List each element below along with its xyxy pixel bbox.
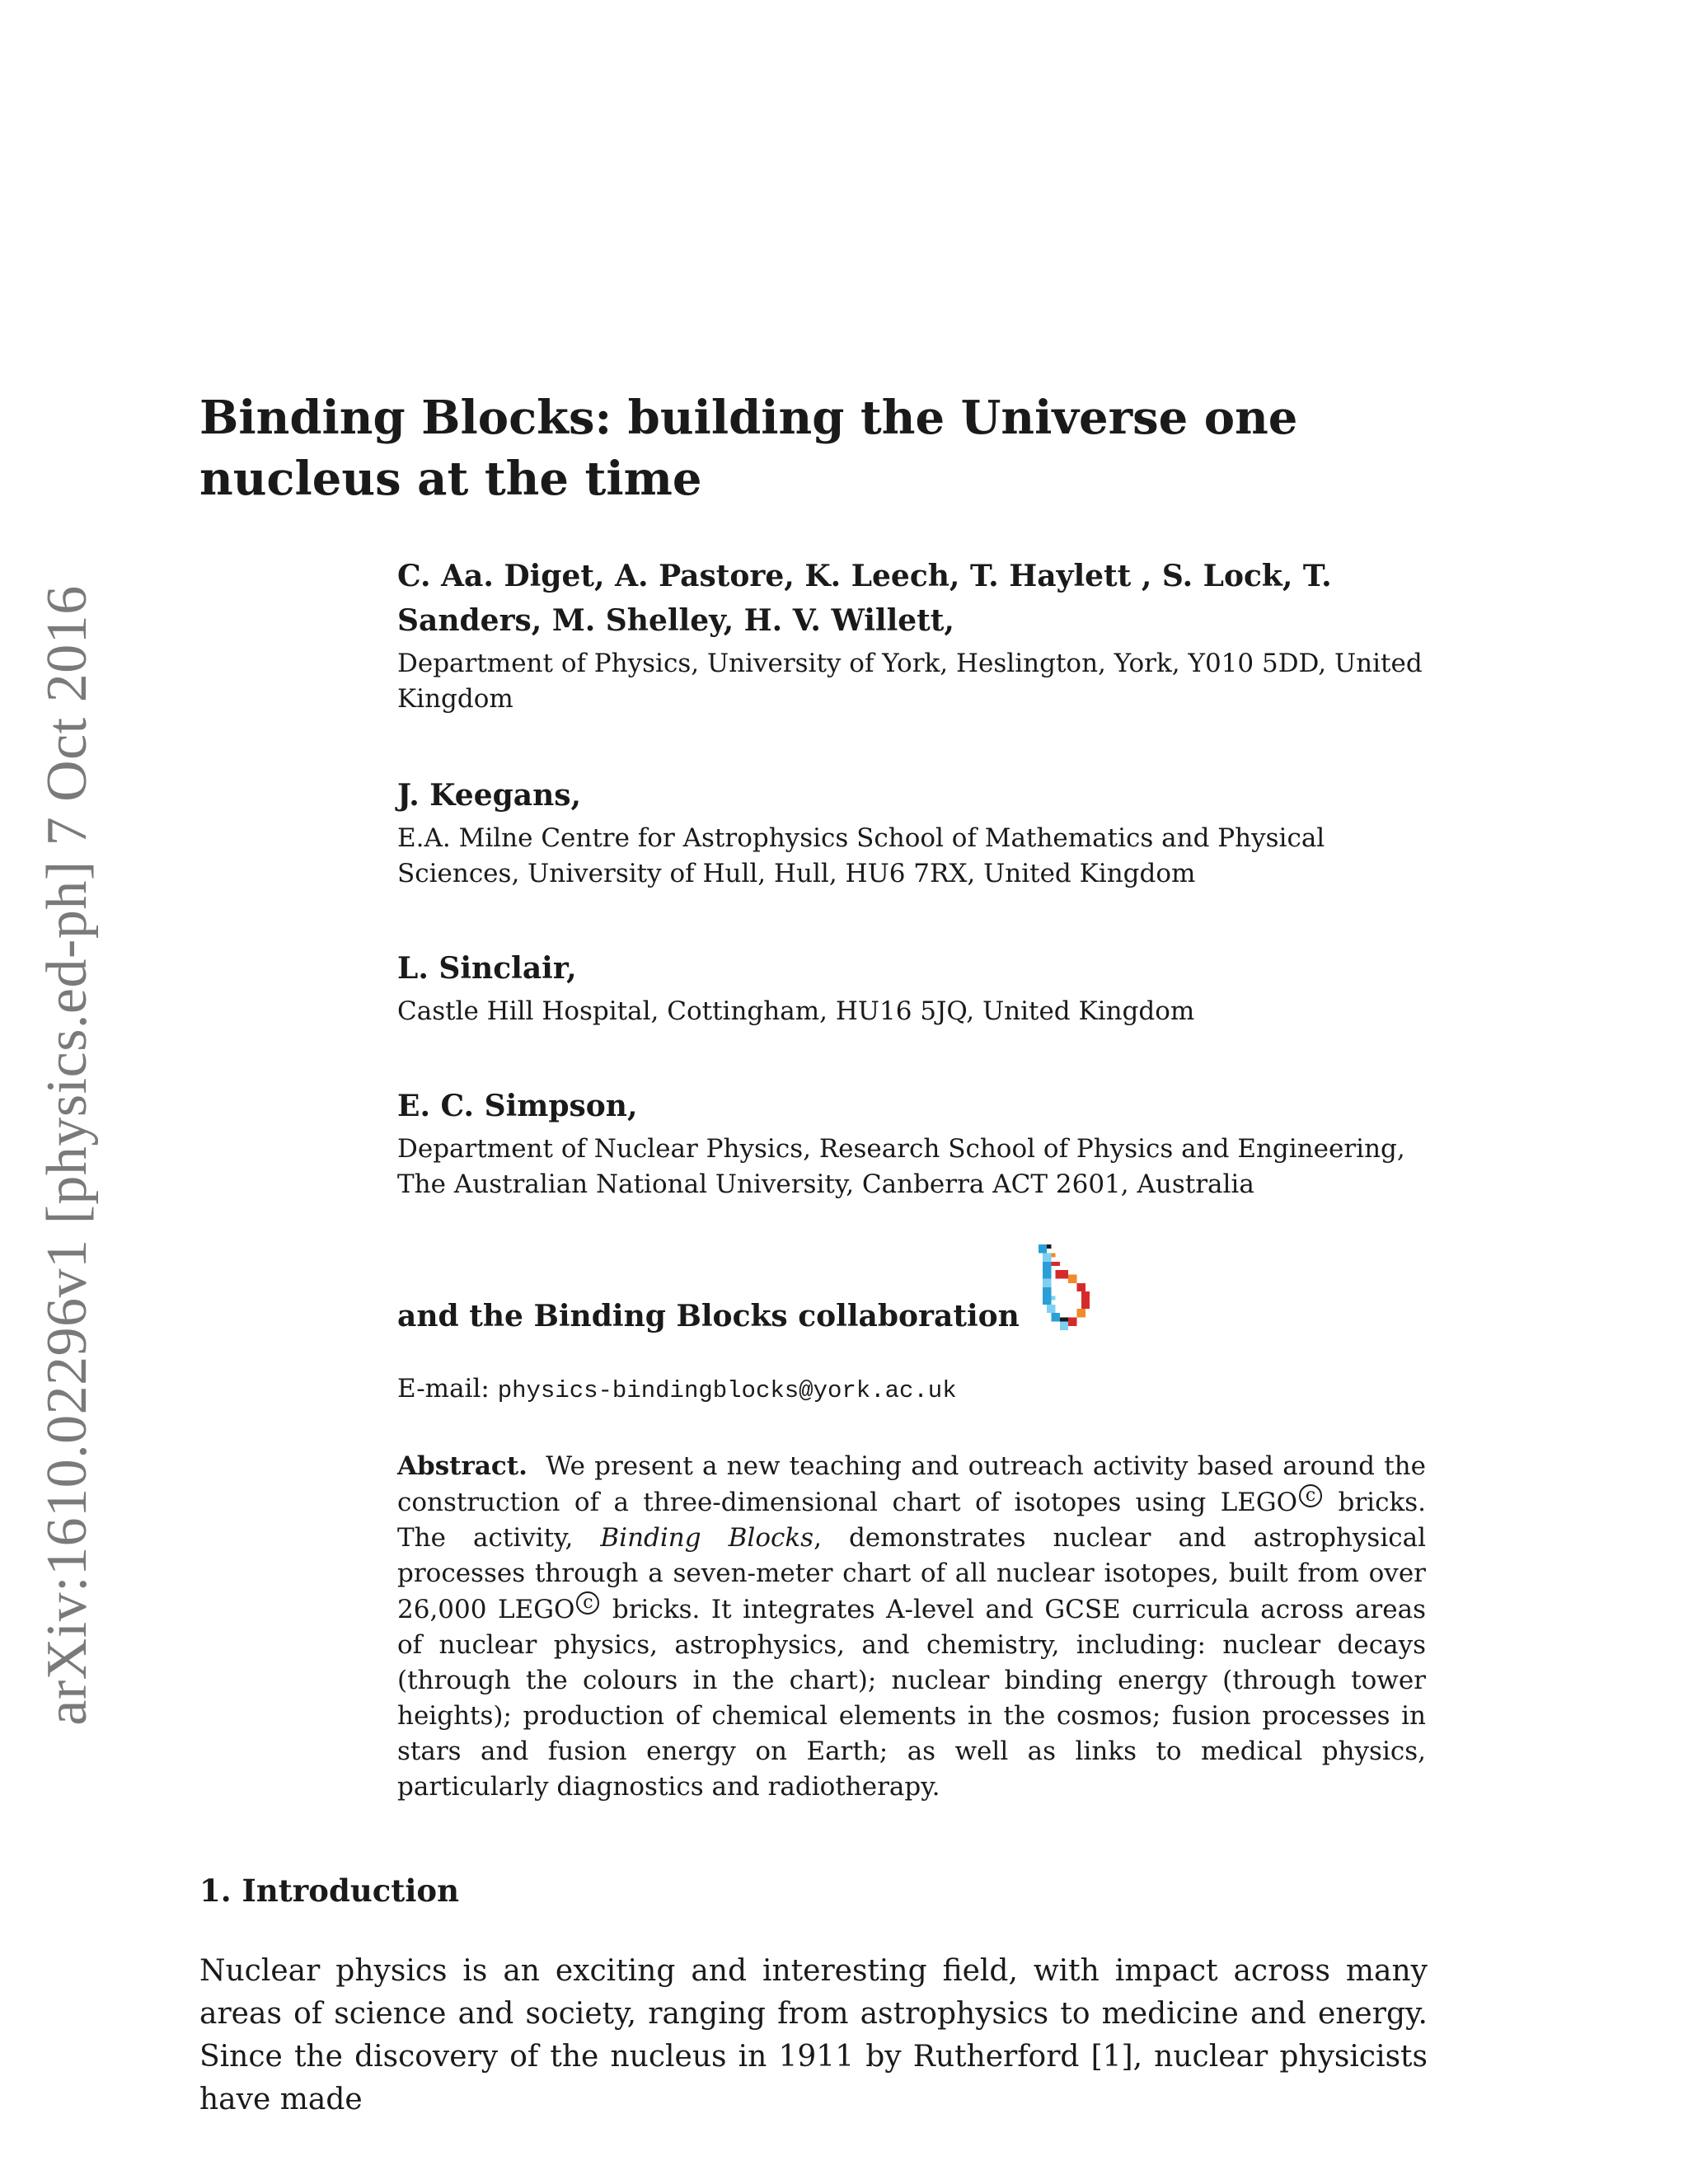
email-label: E-mail:	[397, 1374, 490, 1404]
section-body: Nuclear physics is an exciting and interesting field, with impact across many areas of science and society, ranging from astrophysics to medicine and energy. Since the discovery of the nucleus in 1911 by Rutherford [1], nuclear physicists have made	[199, 1954, 1428, 2116]
abstract-label: Abstract.	[397, 1451, 528, 1481]
arxiv-stamp	[0, 0, 165, 2184]
copyright-icon: c	[1299, 1484, 1322, 1507]
author-names: J. Keegans,	[397, 778, 582, 813]
copyright-icon: c	[576, 1591, 599, 1615]
author-group-hull	[397, 773, 1428, 892]
collaboration-name: and the Binding Blocks collaboration	[397, 1299, 1020, 1333]
abstract-text-3: , demonstrates nuclear and astrophysical processes through a seven-meter chart of all nuclear isotopes, built from over 26,000 LEGO	[397, 1523, 1426, 1624]
arxiv-identifier: arXiv:1610.02296v1 [physics.ed-ph] 7 Oct 2016	[35, 585, 99, 1726]
author-names: E. C. Simpson,	[397, 1089, 638, 1123]
abstract-text-4: bricks. It integrates A-level and GCSE curricula across areas of nuclear physics, astrophysics, and chemistry, including: nuclear decays (through the colours in the chart); nuclear binding energy (through tower heights); production of chemical elements in the cosmos; fusion processes in stars and fusion energy on Earth; as well as links to medical physics, particularly diagnostics and radiotherapy.	[397, 1595, 1426, 1802]
affiliation: Department of Nuclear Physics, Research School of Physics and Engineering, The Australian National University, Canberra ACT 2601, Australia	[397, 1134, 1405, 1199]
author-group-castle-hill	[397, 946, 1428, 1029]
author-names: C. Aa. Diget, A. Pastore, K. Leech, T. Haylett , S. Lock, T. Sanders, M. Shelley, H. V. Willett,	[397, 559, 1332, 638]
abstract-text-2: bricks. The activity,	[397, 1488, 1426, 1553]
affiliation: Department of Physics, University of York, Heslington, York, Y010 5DD, United Kingdom	[397, 649, 1423, 714]
author-group-york	[397, 554, 1428, 717]
paper-title: Binding Blocks: building the Universe one nucleus at the time	[199, 391, 1298, 506]
author-names: L. Sinclair,	[397, 951, 577, 986]
author-group-anu	[397, 1084, 1428, 1202]
collaboration-line	[397, 1253, 1428, 1338]
abstract	[397, 1449, 1426, 1805]
section-heading: 1. Introduction	[199, 1872, 460, 1909]
binding-blocks-logo-icon	[1034, 1244, 1095, 1330]
email-address[interactable]: physics-bindingblocks@york.ac.uk	[497, 1377, 957, 1404]
affiliation: Castle Hill Hospital, Cottingham, HU16 5JQ, United Kingdom	[397, 996, 1195, 1026]
email-line	[397, 1371, 1428, 1408]
activity-name: Binding Blocks	[600, 1523, 814, 1553]
abstract-text-1: We present a new teaching and outreach activity based around the construction of a three-dimensional chart of isotopes using LEGO	[397, 1451, 1426, 1517]
affiliation: E.A. Milne Centre for Astrophysics School of Mathematics and Physical Sciences, University of Hull, Hull, HU6 7RX, United Kingdom	[397, 823, 1325, 888]
